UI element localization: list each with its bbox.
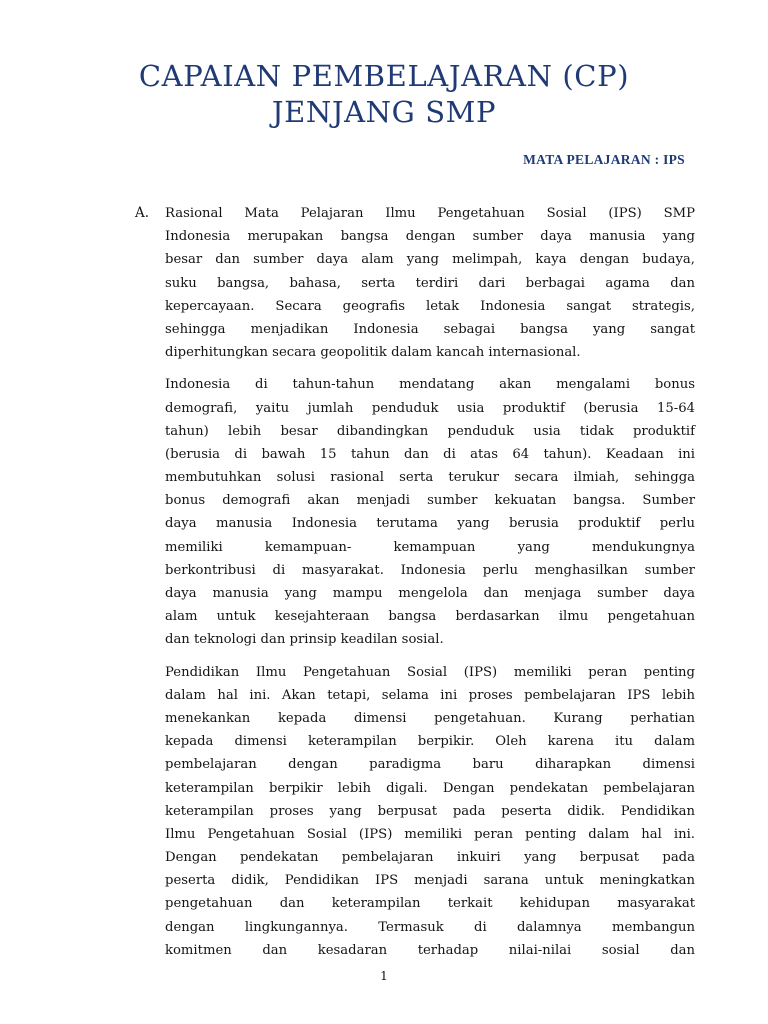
paragraph-line: pembelajaran dengan paradigma baru diharapkan dimensi: [165, 757, 695, 773]
paragraph: [165, 202, 695, 364]
paragraph-line: memiliki kemampuan- kemampuan yang mendukungnya: [165, 539, 695, 555]
paragraph-line: pengetahuan dan keterampilan terkait kehidupan masyarakat: [165, 896, 695, 912]
paragraph: [165, 661, 695, 962]
subject-label: MATA PELAJARAN : IPS: [523, 152, 685, 167]
paragraph-line: dalam hal ini. Akan tetapi, selama ini proses pembelajaran IPS lebih: [165, 687, 695, 703]
paragraph-line: (berusia di bawah 15 tahun dan di atas 64 tahun). Keadaan ini: [165, 446, 695, 462]
paragraph-line: kepercayaan. Secara geografis letak Indonesia sangat strategis,: [165, 298, 695, 314]
paragraph-line: Dengan pendekatan pembelajaran inkuiri yang berpusat pada: [165, 850, 695, 866]
paragraph-line: Indonesia di tahun-tahun mendatang akan mengalami bonus: [165, 377, 695, 393]
paragraph-line: bonus demografi akan menjadi sumber kekuatan bangsa. Sumber: [165, 493, 695, 509]
paragraph-line: kepada dimensi keterampilan berpikir. Oleh karena itu dalam: [165, 734, 695, 750]
paragraph-line: Indonesia merupakan bangsa dengan sumber daya manusia yang: [165, 229, 695, 245]
paragraph-line: menekankan kepada dimensi pengetahuan. Kurang perhatian: [165, 710, 695, 726]
paragraph-line: diperhitungkan secara geopolitik dalam kancah internasional.: [165, 345, 581, 361]
paragraph-line: besar dan sumber daya alam yang melimpah, kaya dengan budaya,: [165, 252, 695, 268]
paragraph-line: daya manusia yang mampu mengelola dan menjaga sumber daya: [165, 586, 695, 601]
paragraph-line: tahun) lebih besar dibandingkan penduduk usia tidak produktif: [165, 423, 695, 439]
page-number: 1: [380, 969, 388, 983]
paragraph-line: demografi, yaitu jumlah penduduk usia produktif (berusia 15-64: [165, 400, 695, 416]
title-line-1: CAPAIAN PEMBELAJARAN (CP): [138, 59, 630, 93]
section-body: [165, 202, 695, 971]
paragraph-line: alam untuk kesejahteraan bangsa berdasarkan ilmu pengetahuan: [165, 609, 695, 625]
paragraph-line: Rasional Mata Pelajaran Ilmu Pengetahuan Sosial (IPS) SMP: [165, 206, 695, 221]
paragraph: [165, 373, 695, 651]
paragraph-line: komitmen dan kesadaran terhadap nilai-nilai sosial dan: [165, 942, 695, 958]
paragraph-line: Pendidikan Ilmu Pengetahuan Sosial (IPS) memiliki peran penting: [165, 664, 695, 680]
paragraph-line: berkontribusi di masyarakat. Indonesia perlu menghasilkan sumber: [165, 562, 695, 578]
paragraph-line: membutuhkan solusi rasional serta terukur secara ilmiah, sehingga: [165, 470, 695, 486]
page-title: [0, 58, 768, 130]
paragraph-line: daya manusia Indonesia terutama yang berusia produktif perlu: [165, 516, 695, 532]
paragraph-line: sehingga menjadikan Indonesia sebagai bangsa yang sangat: [165, 321, 695, 337]
paragraph-line: Ilmu Pengetahuan Sosial (IPS) memiliki peran penting dalam hal ini.: [165, 826, 695, 842]
paragraph-line: dan teknologi dan prinsip keadilan sosial.: [165, 632, 444, 648]
paragraph-line: dengan lingkungannya. Termasuk di dalamnya membangun: [165, 919, 695, 935]
section-marker: A.: [135, 205, 150, 221]
paragraph-line: suku bangsa, bahasa, serta terdiri dari berbagai agama dan: [165, 275, 695, 291]
title-line-2: JENJANG SMP: [271, 95, 497, 129]
paragraph-line: peserta didik, Pendidikan IPS menjadi sarana untuk meningkatkan: [165, 873, 695, 889]
paragraph-line: keterampilan proses yang berpusat pada peserta didik. Pendidikan: [165, 803, 695, 819]
paragraph-line: keterampilan berpikir lebih digali. Dengan pendekatan pembelajaran: [165, 780, 695, 796]
